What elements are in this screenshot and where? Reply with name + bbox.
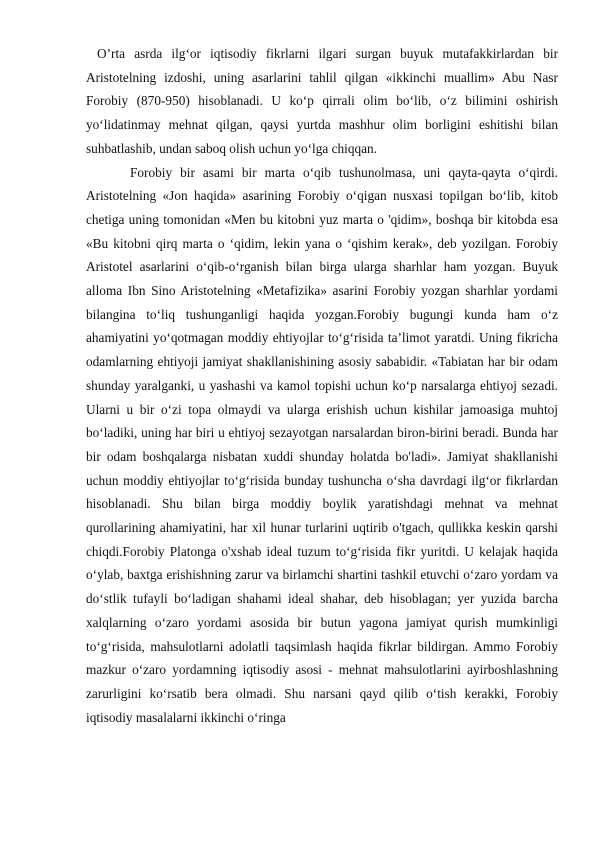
paragraph-forobiy-reading: Forobiy bir asami bir marta o‘qib tushunolmasa, uni qayta-qayta o‘qirdi. Aristotelning «Jon haqida» asarining Forobiy o‘qigan nusxasi topilgan bo‘lib, kitob chetiga uning tomonidan «Men bu kitobni yuz marta o 'qidim», boshqa bir kitobda esa «Bu kitobni qirq marta o ‘qidim, lekin yana o ‘qishim kerak», deb yozilgan. Forobiy Aristotel asarlarini o‘qib-o‘rganish bilan birga ularga sharhlar ham yozgan. Buyuk alloma Ibn Sino Aristotelning «Metafizika» asarini Forobiy yozgan sharhlar yordami bilangina to‘liq tushunganligi haqida yozgan.Forobiy bugungi kunda ham o‘z ahamiyatini yo‘qotmagan moddiy ehtiyojlar to‘g‘risida ta’limot yaratdi. Uning fikricha odamlarning ehtiyoji jamiyat shakllanishining asosiy sababidir. «Tabiatan har bir odam shunday yaralganki, u yashashi va kamol topishi uchun ko‘p narsalarga ehtiyoj sezadi. Ularni u bir o‘zi topa olmaydi va ularga erishish uchun kishilar jamoasiga muhtoj bo‘ladiki, uning har biri u ehtiyoj sezayotgan narsalardan biron-birini beradi. Bunda har bir odam boshqalarga nisbatan xuddi shunday holatda bo'ladi». Jamiyat shakllanishi uchun moddiy ehtiyojlar to‘g‘risida bunday tushuncha o‘sha davrdagi ilg‘or fikrlardan hisoblanadi. Shu bilan birga moddiy boylik yaratishdagi mehnat va mehnat qurollarining ahamiyatini, har xil hunar turlarini uqtirib o'tgach, qullikka keskin qarshi chiqdi.Forobiy Platonga o'xshab ideal tuzum to‘g‘risida fikr yuritdi. U kelajak haqida o‘ylab, baxtga erishishning zarur va birlamchi shartini tashkil etuvchi o‘zaro yordam va do‘stlik tufayli bo‘ladigan shahami ideal shahar, deb hisoblagan; yer yuzida barcha xalqlarning o‘zaro yordami asosida bir butun yagona jamiyat qurish mumkinligi to‘g‘risida, mahsulotlarni adolatli taqsimlash haqida fikrlar bildirgan. Ammo Forobiy mazkur o‘zaro yordamning iqtisodiy asosi - mehnat mahsulotlarini ayirboshlashning zarurligini ko‘rsatib bera olmadi. Shu narsani qayd qilib o‘tish kerakki, Forobiy iqtisodiy masalalarni ikkinchi o‘ringa — [86, 164, 558, 725]
paragraph-intro: O’rta asrda ilg‘or iqtisodiy fikrlarni ilgari surgan buyuk mutafakkirlardan bir Aristotelning izdoshi, uning asarlarini tahlil qilgan «ikkinchi muallim» Abu Nasr Forobiy (870-950) hisoblanadi. U ko‘p qirrali olim bo‘lib, o‘z bilimini oshirish yo‘lidatinmay mehnat qilgan, qaysi yurtda mashhur olim borligini eshitishi bilan suhbatlashib, undan saboq olish uchun yo‘lga chiqqan. — [86, 46, 558, 156]
document-page — [86, 42, 558, 729]
